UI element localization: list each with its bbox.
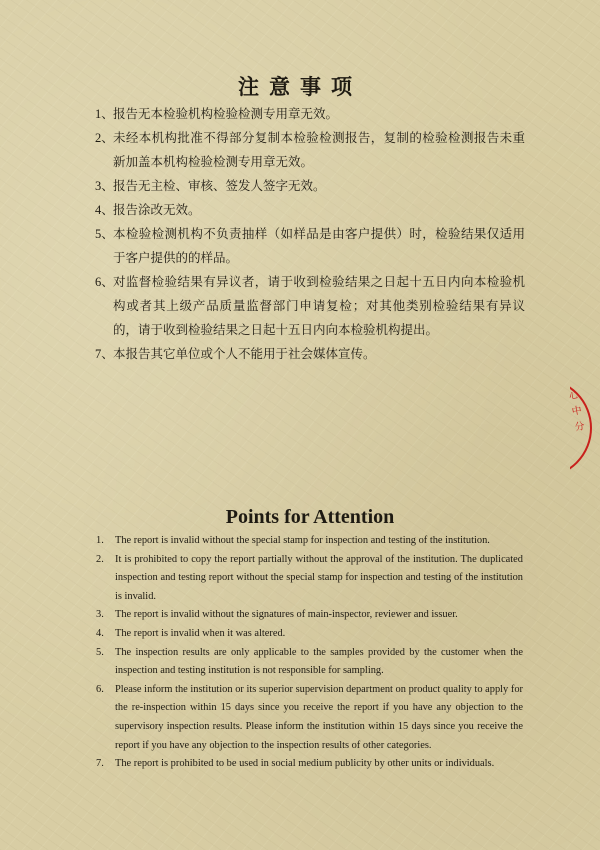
- list-item: [95, 102, 525, 126]
- item-text: The report is invalid without the signatures of main-inspector, reviewer and issuer.: [115, 609, 458, 621]
- item-number: 5、: [95, 227, 114, 241]
- item-number: 7、: [95, 347, 114, 361]
- item-text: Please inform the institution or its superior supervision department on product quality to apply for the re-inspection within 15 days since you receive the report if you have any objection to the supervisory inspection results. Please inform the institution within 15 days since you receive the report if you have any objection to the inspection results of other categories.: [115, 683, 523, 751]
- chinese-title: 注意事项: [238, 75, 362, 99]
- list-item: [95, 126, 525, 174]
- item-text: 本报告其它单位或个人不能用于社会媒体宣传。: [113, 347, 376, 361]
- red-seal-stamp-text: 心中分: [568, 389, 586, 434]
- item-number: 6.: [96, 683, 104, 695]
- item-text: 报告无本检验机构检验检测专用章无效。: [113, 107, 339, 121]
- item-number: 4.: [96, 627, 104, 639]
- item-text: The inspection results are only applicable to the samples provided by the customer when the inspection and testing institution is not responsible for sampling.: [115, 646, 523, 677]
- item-number: 1.: [96, 535, 104, 546]
- item-text: 未经本机构批准不得部分复制本检验检测报告，复制的检验检测报告未重新加盖本机构检验检测专用章无效。: [113, 131, 525, 169]
- list-item: [95, 342, 525, 366]
- list-item: [95, 222, 525, 270]
- list-item: [96, 625, 523, 644]
- chinese-notice-list: [95, 102, 525, 366]
- item-text: 本检验检测机构不负责抽样（如样品是由客户提供）时，检验结果仅适用于客户提供的的样品。: [113, 227, 525, 265]
- item-text: It is prohibited to copy the report partially without the approval of the institution. The duplicated inspection and testing report without the special stamp for inspection and testing of the institution is invalid.: [115, 553, 523, 602]
- list-item: [95, 270, 525, 342]
- list-item: [96, 606, 523, 625]
- list-item: [95, 198, 525, 222]
- item-number: 4、: [95, 203, 114, 217]
- item-text: The report is invalid without the special stamp for inspection and testing of the institution.: [115, 535, 490, 546]
- item-text: 报告无主检、审核、签发人签字无效。: [113, 179, 326, 193]
- item-number: 1、: [95, 107, 114, 121]
- item-number: 5.: [96, 646, 104, 658]
- list-item: [96, 551, 523, 607]
- item-number: 2、: [95, 131, 114, 145]
- item-number: 3、: [95, 179, 114, 193]
- item-text: The report is invalid when it was altered.: [115, 627, 286, 639]
- list-item: [96, 532, 523, 551]
- item-number: 2.: [96, 553, 104, 565]
- item-text: 报告涂改无效。: [113, 203, 201, 217]
- item-number: 3.: [96, 609, 104, 621]
- english-title: Points for Attention: [225, 506, 395, 528]
- english-notice-list: [96, 532, 523, 774]
- list-item: [95, 174, 525, 198]
- item-number: 6、: [95, 275, 114, 289]
- item-text: The report is prohibited to be used in social medium publicity by other units or individuals.: [115, 758, 495, 770]
- item-text: 对监督检验结果有异议者，请于收到检验结果之日起十五日内向本检验机构或者其上级产品质量监督部门申请复检；对其他类别检验结果有异议的，请于收到检验结果之日起十五日内向本检验机构提出。: [113, 275, 525, 337]
- list-item: [96, 755, 523, 774]
- list-item: [96, 644, 523, 681]
- item-number: 7.: [96, 758, 104, 770]
- list-item: [96, 681, 523, 755]
